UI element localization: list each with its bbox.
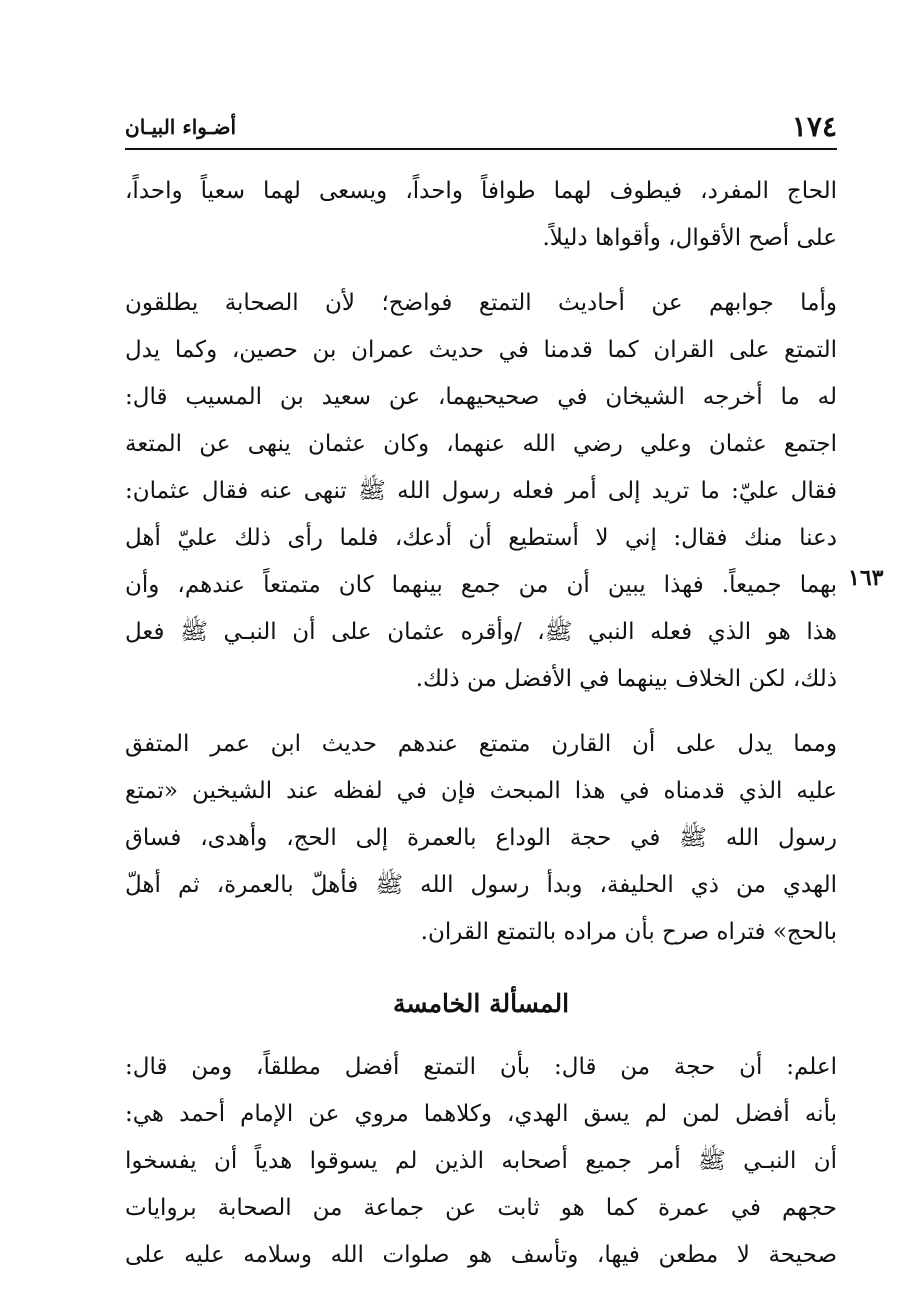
section-heading: المسألة الخامسة: [392, 989, 570, 1018]
text-line: ذلك، لكن الخلاف بينهما في الأفضل من ذلك.: [415, 666, 837, 692]
paragraph-4: [125, 1044, 837, 1279]
text-line: بأنه أفضل لمن لم يسق الهدي، وكلاهما مروي عن الإمام أحمد هي:: [125, 1101, 837, 1127]
text-line: اعلم: أن حجة من قال: بأن التمتع أفضل مطلقاً، ومن قال:: [125, 1054, 837, 1080]
text-line: على أصح الأقوال، وأقواها دليلاً.: [542, 225, 837, 251]
paragraph-3: [125, 721, 837, 956]
text-line: له ما أخرجه الشيخان في صحيحيهما، عن سعيد بن المسيب قال:: [125, 384, 837, 410]
text-line: أن النبـي ﷺ أمر جميع أصحابه الذين لم يسوقوا هدياً أن يفسخوا: [125, 1148, 837, 1174]
text-line: فقال عليّ: ما تريد إلى أمر فعله رسول الله ﷺ تنهى عنه فقال عثمان:: [125, 478, 837, 504]
text-line: عليه الذي قدمناه في هذا المبحث فإن في لفظه عند الشيخين «تمتع: [125, 778, 837, 804]
text-line: التمتع على القران كما قدمنا في حديث عمران بن حصين، وكما يدل: [125, 337, 837, 363]
body-text: [125, 168, 837, 1297]
paragraph-1: [125, 168, 837, 262]
text-line: صحيحة لا مطعن فيها، وتأسف هو صلوات الله وسلامه عليه على: [125, 1242, 837, 1268]
margin-page-reference: ١٦٣: [848, 565, 884, 591]
page-number: ١٧٤: [791, 110, 837, 143]
text-line: الحاج المفرد، فيطوف لهما طوافاً واحداً، ويسعى لهما سعياً واحداً،: [125, 178, 837, 204]
text-line: ومما يدل على أن القارن متمتع عندهم حديث ابن عمر المتفق: [125, 731, 837, 757]
text-line: حجهم في عمرة كما هو ثابت عن جماعة من الصحابة بروايات: [125, 1195, 837, 1221]
text-line: هذا هو الذي فعله النبي ﷺ، /وأقره عثمان على أن النبـي ﷺ فعل: [125, 619, 837, 645]
text-line: اجتمع عثمان وعلي رضي الله عنهما، وكان عثمان ينهى عن المتعة: [125, 431, 837, 457]
text-line: دعنا منك فقال: إني لا أستطيع أن أدعك، فلما رأى ذلك عليّ أهل: [125, 525, 837, 551]
book-title: أضـواء البيـان: [125, 115, 237, 139]
paragraph-2: [125, 280, 837, 703]
text-line: وأما جوابهم عن أحاديث التمتع فواضح؛ لأن الصحابة يطلقون: [125, 290, 837, 316]
page-header: [125, 108, 837, 150]
text-line: الهدي من ذي الحليفة، وبدأ رسول الله ﷺ فأهلّ بالعمرة، ثم أهلّ: [125, 872, 837, 898]
text-line: بالحج» فتراه صرح بأن مراده بالتمتع القران.: [420, 919, 837, 945]
text-line: رسول الله ﷺ في حجة الوداع بالعمرة إلى الحج، وأهدى، فساق: [125, 825, 837, 851]
text-line: بهما جميعاً. فهذا يبين أن من جمع بينهما كان متمتعاً عندهم، وأن: [125, 572, 837, 598]
